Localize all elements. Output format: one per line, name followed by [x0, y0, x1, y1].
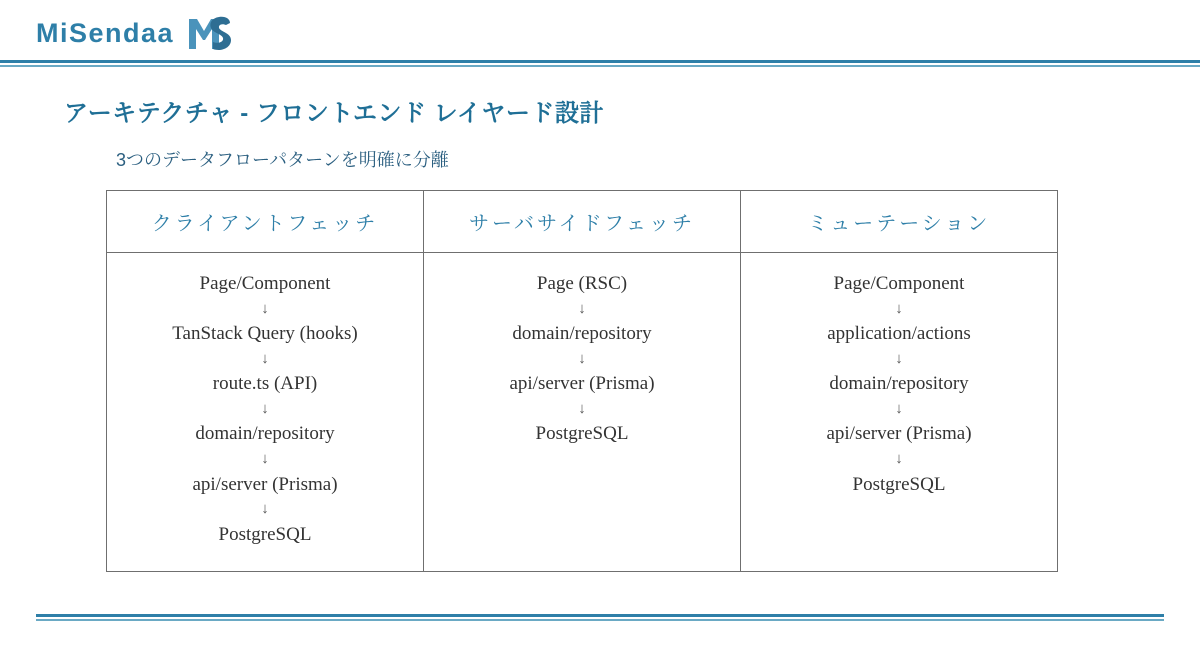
- arrow-down-icon: ↓: [895, 399, 903, 417]
- flow-step: Page/Component: [199, 273, 331, 294]
- flow-column-server-fetch: [423, 253, 740, 571]
- arrow-down-icon: ↓: [261, 500, 269, 518]
- flow-step: domain/repository: [195, 423, 335, 445]
- flow-step: PostgreSQL: [852, 473, 946, 495]
- brand-name: MiSendaa: [36, 17, 175, 48]
- arrow-down-icon: ↓: [895, 299, 903, 317]
- column-header-label: ミューテーション: [807, 213, 991, 235]
- flow-step: application/actions: [827, 323, 971, 345]
- arrow-down-icon: ↓: [261, 349, 269, 367]
- flow-step: Page/Component: [833, 273, 965, 294]
- page-subtitle: 3つのデータフローパターンを明確に分離: [116, 150, 449, 170]
- arrow-down-icon: ↓: [895, 450, 903, 468]
- flow-steps-server-fetch: [424, 253, 740, 471]
- arrow-down-icon: ↓: [895, 349, 903, 367]
- flow-column-mutation: [740, 253, 1057, 571]
- flow-step: api/server (Prisma): [509, 373, 655, 395]
- ms-monogram-icon: [186, 13, 232, 53]
- flow-step: api/server (Prisma): [192, 473, 338, 495]
- arrow-down-icon: ↓: [261, 399, 269, 417]
- flow-step: domain/repository: [829, 373, 969, 395]
- flow-step: Page (RSC): [536, 273, 628, 294]
- flow-steps-mutation: [741, 253, 1057, 521]
- flow-table-header-row: [107, 191, 1057, 253]
- column-header-label: サーバサイドフェッチ: [469, 213, 695, 235]
- arrow-down-icon: ↓: [578, 299, 586, 317]
- flow-column-header-mutation: [740, 191, 1057, 252]
- flow-step: domain/repository: [512, 323, 652, 345]
- flow-column-client-fetch: [107, 253, 423, 571]
- arrow-down-icon: ↓: [578, 399, 586, 417]
- flow-step: TanStack Query (hooks): [172, 323, 358, 345]
- flow-step: route.ts (API): [212, 373, 318, 395]
- flow-step: PostgreSQL: [218, 523, 312, 545]
- flow-column-header-client-fetch: [107, 191, 423, 252]
- page-title: アーキテクチャ - フロントエンド レイヤード設計: [64, 100, 604, 127]
- column-header-label: クライアントフェッチ: [151, 213, 379, 235]
- flow-steps-client-fetch: [107, 253, 423, 571]
- flow-table: [106, 190, 1058, 572]
- footer-divider: [36, 614, 1164, 621]
- flow-step: PostgreSQL: [535, 423, 629, 445]
- header-divider: [0, 60, 1200, 67]
- flow-column-header-server-fetch: [423, 191, 740, 252]
- slide-header: [0, 0, 1200, 52]
- flow-step: api/server (Prisma): [826, 423, 972, 445]
- arrow-down-icon: ↓: [261, 450, 269, 468]
- arrow-down-icon: ↓: [578, 349, 586, 367]
- arrow-down-icon: ↓: [261, 299, 269, 317]
- flow-table-body-row: [107, 253, 1057, 571]
